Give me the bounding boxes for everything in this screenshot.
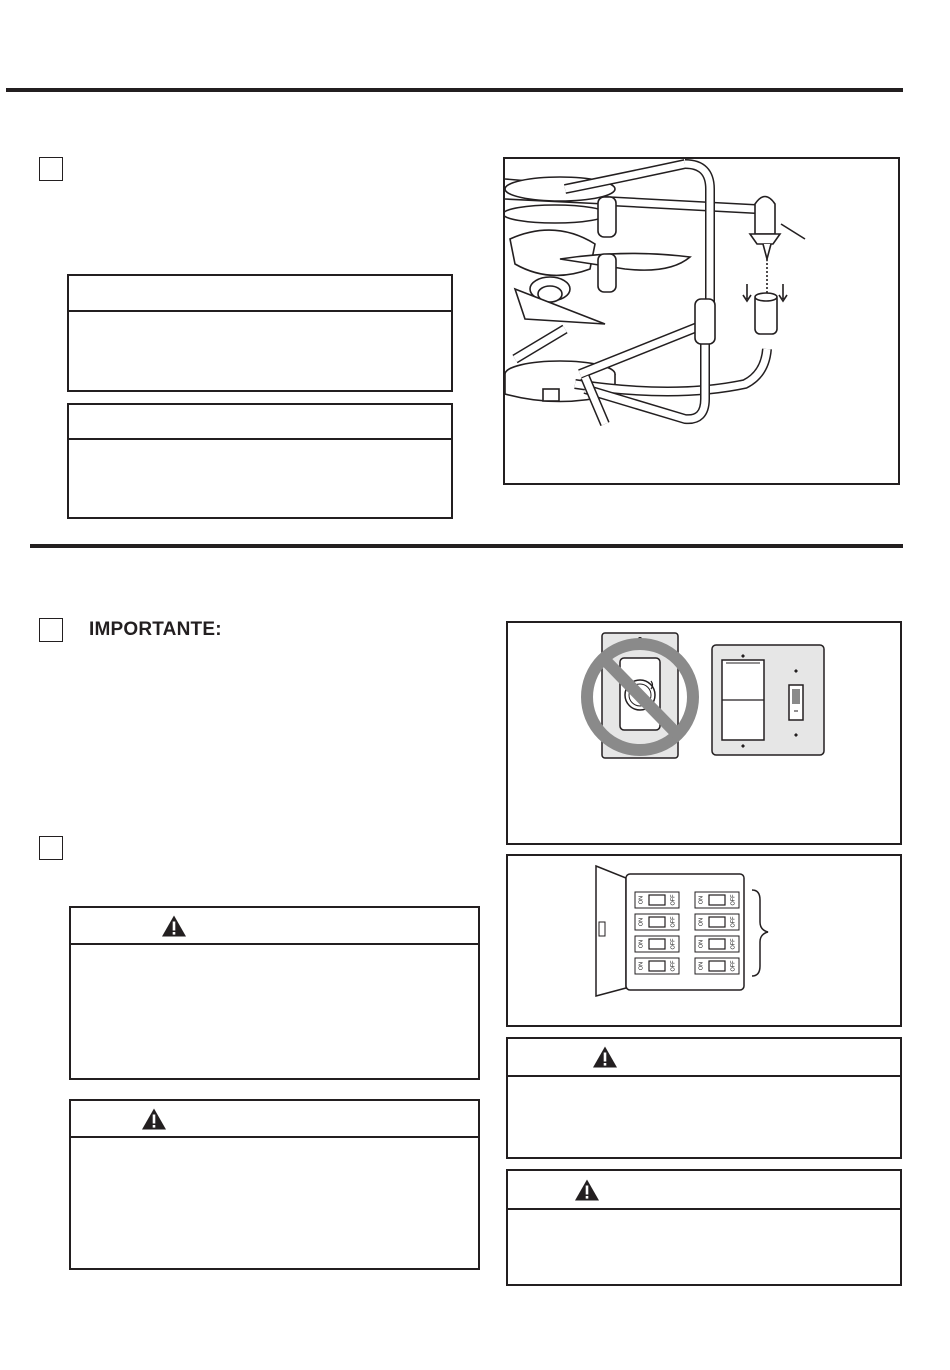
breaker-switch <box>635 892 679 908</box>
step-checkbox-3[interactable] <box>39 836 63 860</box>
breaker-on-label: ON <box>638 895 645 905</box>
breaker-off-label: OFF <box>670 894 677 906</box>
warning-box-c <box>506 1037 902 1159</box>
warning-box-d-header <box>508 1171 900 1210</box>
notice-box-2-header <box>69 405 451 440</box>
warning-box-c-header <box>508 1039 900 1077</box>
breaker-switch <box>695 914 739 930</box>
breaker-off-label: OFF <box>670 960 677 972</box>
notice-box-1 <box>67 274 453 392</box>
warning-box-a <box>69 906 480 1080</box>
warning-triangle-icon <box>161 914 187 937</box>
breaker-on-label: ON <box>698 961 705 971</box>
breaker-on-label: ON <box>638 961 645 971</box>
warning-triangle-icon <box>574 1178 600 1201</box>
breaker-off-label: OFF <box>670 938 677 950</box>
breaker-off-label: OFF <box>730 894 737 906</box>
notice-box-2 <box>67 403 453 519</box>
breaker-switch <box>695 892 739 908</box>
warning-box-b-header <box>71 1101 478 1138</box>
breaker-switch <box>695 936 739 952</box>
top-section-rule <box>6 88 903 92</box>
step-checkbox-1[interactable] <box>39 157 63 181</box>
wall-switch-illustration <box>506 621 902 845</box>
important-heading: IMPORTANTE: <box>89 619 222 640</box>
breaker-off-label: OFF <box>730 938 737 950</box>
breaker-off-label: OFF <box>730 960 737 972</box>
warning-box-d <box>506 1169 902 1286</box>
breaker-on-label: ON <box>698 939 705 949</box>
breaker-switch <box>635 914 679 930</box>
toggle-switch-plate <box>712 645 824 755</box>
breaker-on-label: ON <box>698 917 705 927</box>
breaker-off-label: OFF <box>670 916 677 928</box>
warning-triangle-icon <box>592 1046 618 1069</box>
warning-triangle-icon <box>141 1107 167 1130</box>
warning-box-b <box>69 1099 480 1270</box>
breaker-panel-illustration <box>506 854 902 1027</box>
notice-box-1-header <box>69 276 451 312</box>
warning-box-a-header <box>71 908 478 945</box>
fixture-illustration <box>503 157 900 485</box>
breaker-off-label: OFF <box>730 916 737 928</box>
step-checkbox-2[interactable] <box>39 618 63 642</box>
breaker-on-label: ON <box>638 939 645 949</box>
middle-section-rule <box>30 544 903 548</box>
breaker-switch <box>635 936 679 952</box>
breaker-on-label: ON <box>698 895 705 905</box>
breaker-on-label: ON <box>638 917 645 927</box>
breaker-switch <box>695 958 739 974</box>
breaker-switch <box>635 958 679 974</box>
